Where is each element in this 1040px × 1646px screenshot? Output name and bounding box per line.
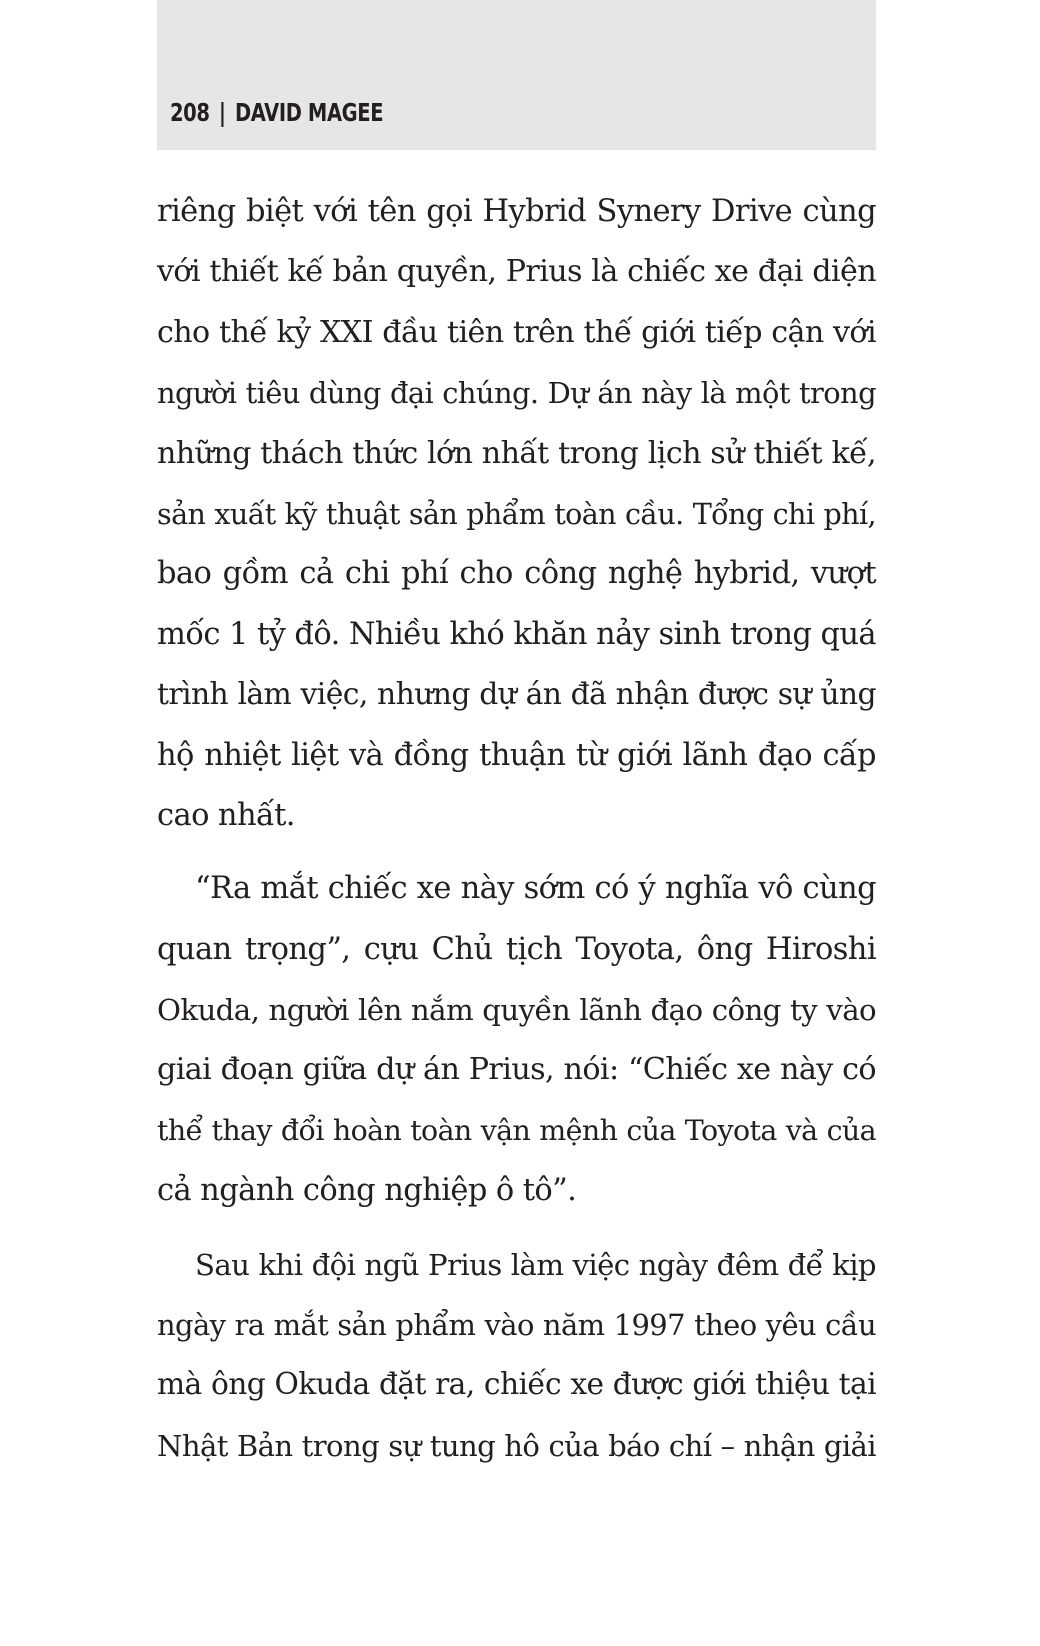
paragraph-gap <box>157 1222 876 1235</box>
text-line: với thiết kế bản quyền, Prius là chiếc xe đại diện <box>157 254 876 290</box>
text-line: ngày ra mắt sản phẩm vào năm 1997 theo yêu cầu <box>157 1308 876 1343</box>
running-header <box>170 98 383 127</box>
paragraph <box>157 1235 876 1477</box>
text-line: hộ nhiệt liệt và đồng thuận từ giới lãnh đạo cấp <box>157 737 876 773</box>
text-line: những thách thức lớn nhất trong lịch sử thiết kế, <box>157 435 876 471</box>
text-line: mà ông Okuda đặt ra, chiếc xe được giới thiệu tại <box>157 1367 876 1403</box>
text-line: Nhật Bản trong sự tung hô của báo chí – nhận giải <box>157 1428 876 1463</box>
text-line: giai đoạn giữa dự án Prius, nói: “Chiếc xe này có <box>157 1052 876 1088</box>
text-line: người tiêu dùng đại chúng. Dự án này là một trong <box>157 376 876 411</box>
text-line: trình làm việc, nhưng dự án đã nhận được sự ủng <box>157 677 876 713</box>
page-body <box>157 182 876 1476</box>
text-line: cao nhất. <box>157 797 295 833</box>
text-line: cho thế kỷ XXI đầu tiên trên thế giới tiếp cận với <box>157 314 876 350</box>
text-line: Okuda, người lên nắm quyền lãnh đạo công ty vào <box>157 993 876 1028</box>
author-name: DAVID MAGEE <box>234 98 384 127</box>
text-line: quan trọng”, cựu Chủ tịch Toyota, ông Hiroshi <box>157 931 876 967</box>
header-separator: | <box>218 98 226 127</box>
text-line: sản xuất kỹ thuật sản phẩm toàn cầu. Tổng chi phí, <box>157 496 876 531</box>
text-line: “Ra mắt chiếc xe này sớm có ý nghĩa vô cùng <box>195 871 876 907</box>
text-line: cả ngành công nghiệp ô tô”. <box>157 1173 577 1209</box>
page-number: 208 <box>170 98 210 127</box>
text-line: riêng biệt với tên gọi Hybrid Synery Drive cùng <box>157 194 876 229</box>
running-header-band <box>157 0 876 150</box>
text-line: thể thay đổi hoàn toàn vận mệnh của Toyota và của <box>157 1113 876 1147</box>
paragraph-gap <box>157 846 876 859</box>
text-line: Sau khi đội ngũ Prius làm việc ngày đêm để kịp <box>195 1247 876 1282</box>
paragraph <box>157 182 876 846</box>
paragraph <box>157 859 876 1221</box>
text-line: bao gồm cả chi phí cho công nghệ hybrid, vượt <box>157 556 876 592</box>
text-line: mốc 1 tỷ đô. Nhiều khó khăn nảy sinh trong quá <box>157 616 876 652</box>
